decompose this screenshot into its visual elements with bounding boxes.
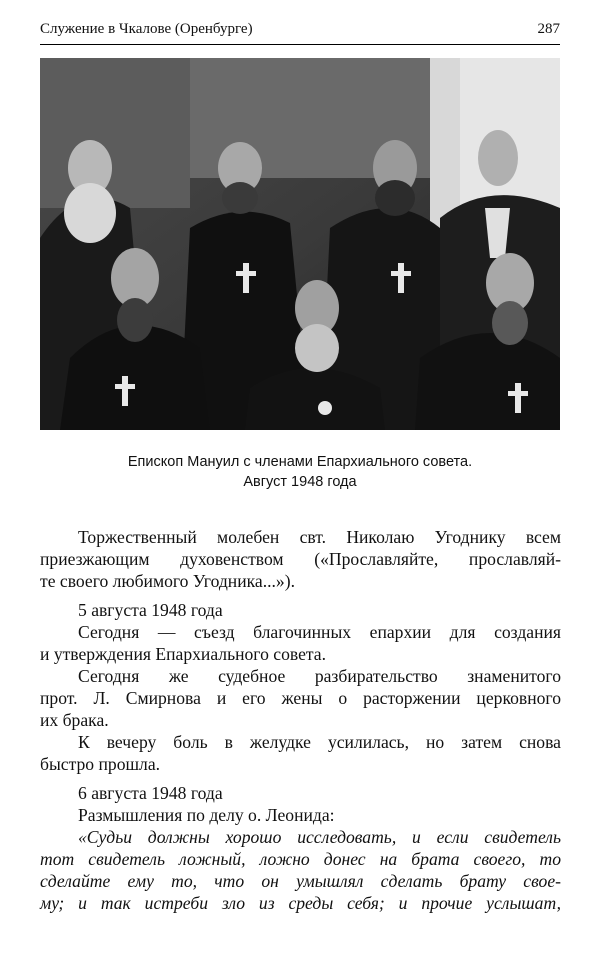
- chapter-title: Служение в Чкалове (Оренбурге): [40, 21, 253, 37]
- text-line: те своего любимого Угодника...»).: [40, 571, 295, 591]
- text-line: прот. Л. Смирнова и его жены о расторжении церковного: [40, 688, 561, 708]
- text-line: Сегодня же судебное разбирательство знаменитого: [78, 666, 561, 686]
- caption-line-2: Август 1948 года: [243, 474, 357, 490]
- text-line: Размышления по делу о. Леонида:: [78, 805, 335, 825]
- paragraph-pain: [40, 731, 561, 775]
- paragraph-moleben: [40, 526, 561, 592]
- scripture-quote: [40, 826, 561, 914]
- date-heading-aug6: [40, 782, 561, 804]
- text-line: быстро прошла.: [40, 754, 161, 774]
- photo-caption: [40, 452, 560, 492]
- paragraph-trial: [40, 665, 561, 731]
- date-heading: 5 августа 1948 года: [78, 600, 223, 620]
- text-line: их брака.: [40, 710, 109, 730]
- quote-line: тот свидетель ложный, ложно донес на брата своего, то: [40, 849, 561, 869]
- date-heading-aug5: [40, 599, 561, 621]
- text-line: приезжающим духовенством («Прославляйте, прославляй-: [40, 549, 561, 569]
- quote-line: му; и так истреби зло из среды себя; и прочие услышат,: [40, 893, 561, 913]
- body-text: [40, 526, 561, 914]
- page-number: 287: [537, 21, 560, 37]
- running-head: [40, 18, 560, 45]
- quote-line: «Судьи должны хорошо исследовать, и если свидетель: [78, 827, 561, 847]
- caption-line-1: Епископ Мануил с членами Епархиального совета.: [127, 454, 473, 470]
- text-line: Сегодня — съезд благочинных епархии для создания: [78, 622, 561, 642]
- group-photo: [40, 58, 560, 430]
- text-line: К вечеру боль в желудке усилилась, но затем снова: [78, 732, 561, 752]
- text-line: и утверждения Епархиального совета.: [40, 644, 327, 664]
- date-heading: 6 августа 1948 года: [78, 783, 223, 803]
- paragraph-reflections: [40, 804, 561, 826]
- paragraph-congress: [40, 621, 561, 665]
- quote-line: сделайте ему то, что он умышлял сделать брату свое-: [40, 871, 561, 891]
- text-line: Торжественный молебен свт. Николаю Угоднику всем: [78, 527, 561, 547]
